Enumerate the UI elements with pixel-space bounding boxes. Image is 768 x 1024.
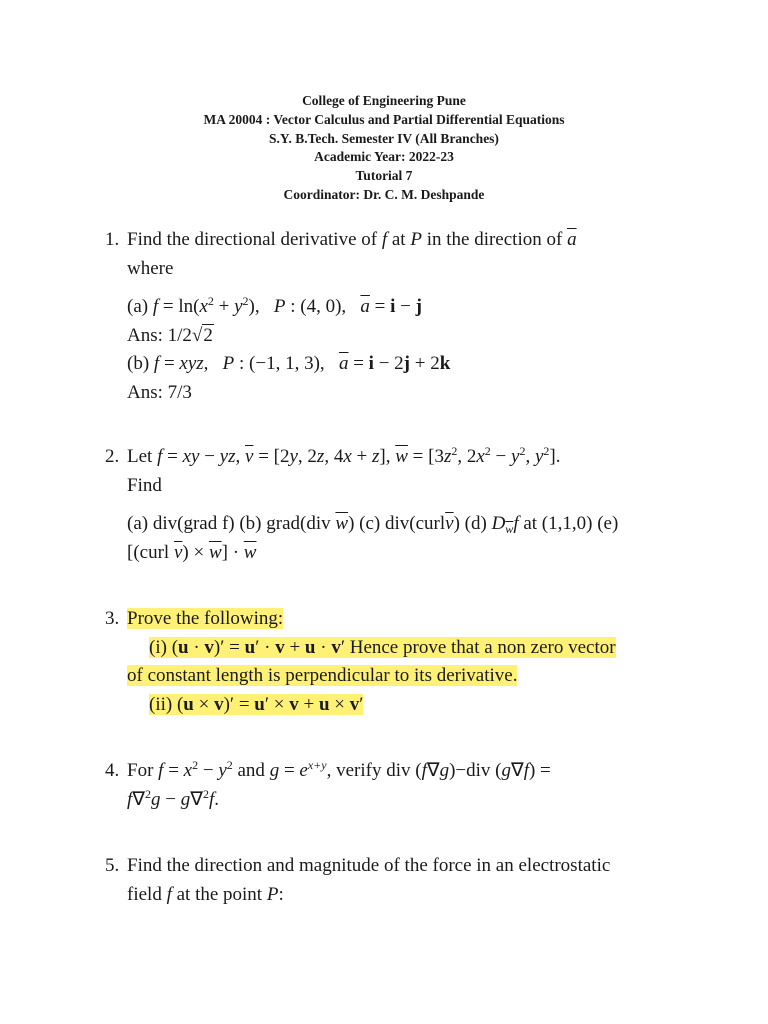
- problem-number: 1.: [105, 229, 120, 250]
- problem-2-parts: (a) div(grad f) (b) grad(div $\overline{w}$) (c) $div(curl\overline{v})$ (d) $D_{\overline{w}}f$ at (1,1,0) (e) [(curl $\overline{v}) \times \overline{w}] \cdot \overline{w}$: [127, 513, 619, 563]
- problem-5: [105, 852, 683, 909]
- class-semester: S.Y. B.Tech. Semester IV (All Branches): [269, 130, 499, 146]
- problem-2-statement: Let f = xy − yz, $\overline{v} = [2y$, 2z, 4x + z], $\overline{w} = [3z^2$, $2x^2 - y^2$, $y^2$]. Find: [127, 444, 561, 496]
- problem-2: [105, 443, 683, 567]
- problem-3-part-ii: (ii) (u × v)′ = u′ × v + u × v′: [149, 693, 364, 715]
- course-title: MA 20004 : Vector Calculus and Partial Differential Equations: [203, 111, 565, 127]
- problem-number: 2.: [105, 446, 120, 467]
- problem-number: 3.: [105, 608, 120, 629]
- problem-1-statement: Find the directional derivative of f at P in the direction of $\overline{a}$ where: [127, 229, 577, 279]
- problem-3: [105, 605, 683, 719]
- problem-1: [105, 226, 683, 407]
- problem-number: 4.: [105, 760, 120, 781]
- coordinator: Coordinator: Dr. C. M. Deshpande: [283, 186, 485, 202]
- problem-1-answer-a: Ans: 1/2√2: [127, 324, 213, 346]
- document-header: [0, 92, 768, 205]
- problem-5-statement: Find the direction and magnitude of the force in an electrostatic field f at the point P:: [127, 855, 611, 905]
- problem-4: [105, 757, 683, 814]
- problem-1-part-b: (b) f = xyz, P : (−1, 1, 3), $\overline{a} = i - 2j + 2k$: [127, 353, 451, 374]
- tutorial-number: Tutorial 7: [355, 168, 413, 184]
- institution-name: College of Engineering Pune: [302, 93, 466, 108]
- problem-1-part-a: (a) $f = \ln(x^2 + y^2)$, P : (4, 0), $\overline{a} = i - j$: [127, 294, 422, 317]
- problem-list: [105, 226, 683, 909]
- problem-3-part-i: (i) (u · v)′ = u′ · v + u · v′ Hence prove that a non zero vector of constant length is perpendicular to its derivative.: [127, 636, 616, 686]
- problem-1-answer-b: Ans: 7/3: [127, 381, 192, 403]
- academic-year: Academic Year: 2022-23: [314, 149, 454, 165]
- problem-3-statement: Prove the following:: [127, 608, 284, 629]
- problem-4-statement: For $f = x^2 - y^2$ and $g = e^{x+y}$, verify div (f∇g)−div (g∇f) = f∇$^2$g − g∇$^2$f.: [127, 758, 551, 810]
- problem-number: 5.: [105, 855, 120, 876]
